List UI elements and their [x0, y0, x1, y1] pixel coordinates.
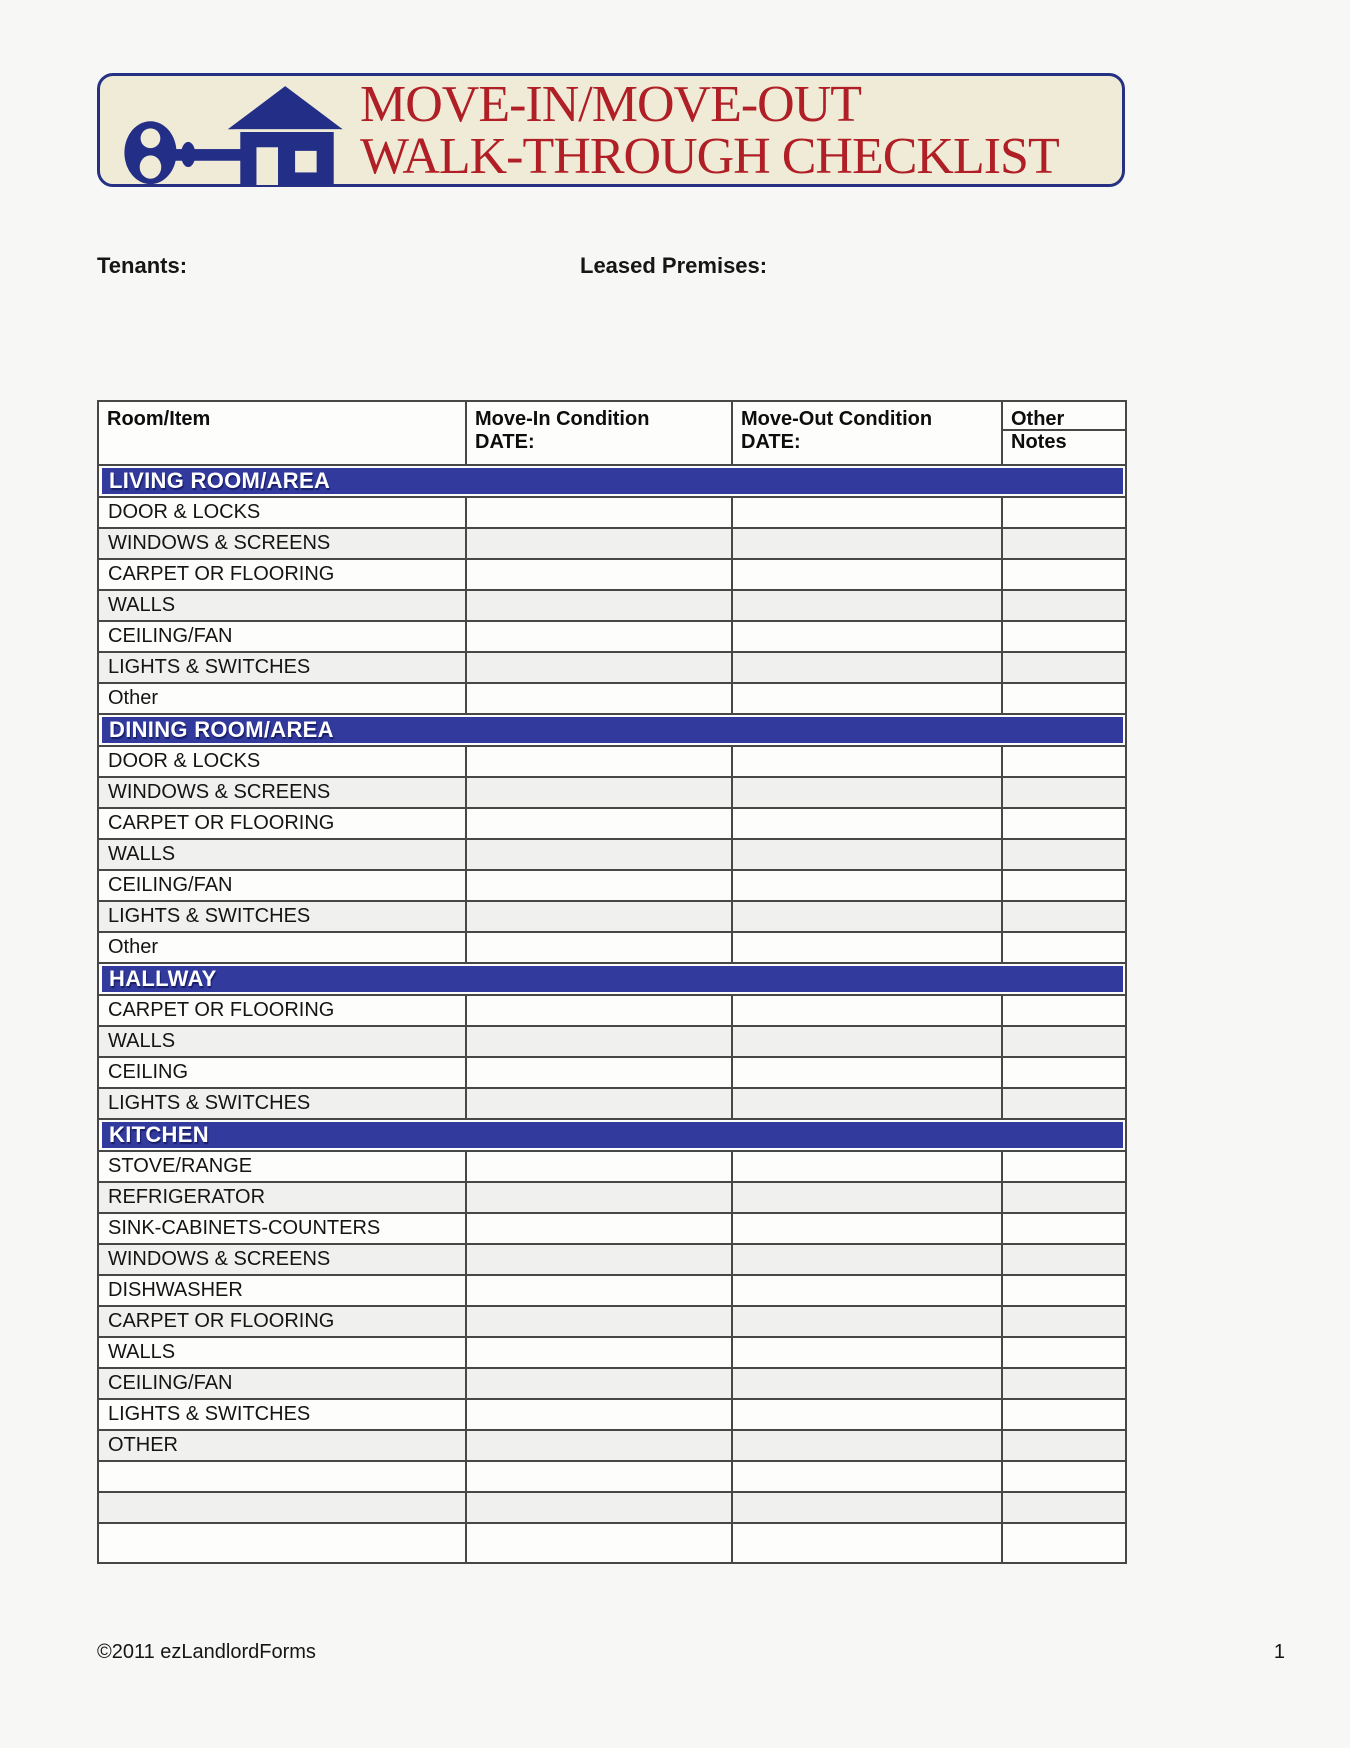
other-notes-cell — [1002, 1399, 1126, 1430]
table-row — [98, 1368, 1126, 1399]
row-item-label: CEILING/FAN — [98, 621, 466, 652]
form-header-banner — [97, 73, 1125, 187]
row-item-label: WALLS — [98, 839, 466, 870]
section-title: DINING ROOM/AREA — [102, 717, 1123, 743]
key-house-logo-icon — [116, 79, 352, 185]
move-in-condition-label: Move-In Condition — [475, 408, 650, 430]
move-out-condition-cell — [732, 497, 1002, 528]
move-out-condition-cell — [732, 932, 1002, 963]
table-row — [98, 1088, 1126, 1119]
table-row — [98, 1151, 1126, 1182]
other-notes-cell — [1002, 932, 1126, 963]
move-in-condition-cell — [466, 652, 732, 683]
row-item-label: LIGHTS & SWITCHES — [98, 1088, 466, 1119]
move-out-condition-cell — [732, 652, 1002, 683]
move-in-condition-cell — [466, 590, 732, 621]
row-item-label: CARPET OR FLOORING — [98, 1306, 466, 1337]
other-notes-cell — [1002, 1182, 1126, 1213]
move-out-condition-cell — [732, 1057, 1002, 1088]
page-number: 1 — [1273, 1641, 1285, 1663]
move-in-condition-cell — [466, 1182, 732, 1213]
other-notes-label: Other Notes — [1003, 402, 1125, 431]
section-title: KITCHEN — [102, 1122, 1123, 1148]
move-out-condition-cell — [732, 1026, 1002, 1057]
row-item-label: SINK-CABINETS-COUNTERS — [98, 1213, 466, 1244]
other-notes-cell — [1002, 901, 1126, 932]
row-item-label — [98, 1523, 466, 1563]
move-out-condition-cell — [732, 1523, 1002, 1563]
other-notes-cell — [1002, 1088, 1126, 1119]
table-row — [98, 1430, 1126, 1461]
move-out-condition-cell — [732, 590, 1002, 621]
other-notes-cell — [1002, 1244, 1126, 1275]
move-in-condition-cell — [466, 1430, 732, 1461]
move-in-condition-cell — [466, 870, 732, 901]
move-in-condition-cell — [466, 808, 732, 839]
row-item-label: WALLS — [98, 1026, 466, 1057]
section-title: LIVING ROOM/AREA — [102, 468, 1123, 494]
table-row — [98, 528, 1126, 559]
move-out-condition-cell — [732, 1088, 1002, 1119]
row-item-label: LIGHTS & SWITCHES — [98, 901, 466, 932]
other-notes-cell — [1002, 1213, 1126, 1244]
table-row — [98, 590, 1126, 621]
row-item-label: WINDOWS & SCREENS — [98, 1244, 466, 1275]
row-item-label: OTHER — [98, 1430, 466, 1461]
table-header-row — [98, 401, 1126, 465]
other-notes-cell — [1002, 839, 1126, 870]
table-row — [98, 559, 1126, 590]
move-out-condition-cell — [732, 1213, 1002, 1244]
other-notes-cell — [1002, 870, 1126, 901]
other-notes-cell — [1002, 497, 1126, 528]
row-item-label: REFRIGERATOR — [98, 1182, 466, 1213]
move-out-condition-cell — [732, 1461, 1002, 1492]
move-in-condition-cell — [466, 995, 732, 1026]
other-notes-cell — [1002, 995, 1126, 1026]
move-in-condition-cell — [466, 1151, 732, 1182]
move-in-condition-cell — [466, 1492, 732, 1523]
other-notes-cell — [1002, 1523, 1126, 1563]
empty-row — [98, 1461, 1126, 1492]
table-row — [98, 1275, 1126, 1306]
column-header-room-item: Room/Item — [98, 401, 466, 465]
move-in-condition-cell — [466, 839, 732, 870]
table-row — [98, 1306, 1126, 1337]
form-title-line1: MOVE-IN/MOVE-OUT — [360, 76, 862, 133]
row-item-label: Other — [98, 683, 466, 714]
move-in-condition-cell — [466, 497, 732, 528]
move-out-condition-cell — [732, 1368, 1002, 1399]
table-row — [98, 1244, 1126, 1275]
section-header-row — [98, 1119, 1126, 1151]
move-out-condition-cell — [732, 1492, 1002, 1523]
form-title — [360, 76, 1059, 185]
row-item-label — [98, 1461, 466, 1492]
move-in-condition-cell — [466, 932, 732, 963]
other-notes-cell — [1002, 777, 1126, 808]
table-row — [98, 652, 1126, 683]
move-out-condition-cell — [732, 995, 1002, 1026]
move-in-condition-cell — [466, 621, 732, 652]
row-item-label: DOOR & LOCKS — [98, 497, 466, 528]
section-cell — [98, 963, 1126, 995]
table-row — [98, 777, 1126, 808]
table-row — [98, 1337, 1126, 1368]
section-title: HALLWAY — [102, 966, 1123, 992]
move-in-condition-cell — [466, 1337, 732, 1368]
other-notes-cell — [1002, 1430, 1126, 1461]
table-row — [98, 1182, 1126, 1213]
table-row — [98, 1057, 1126, 1088]
other-notes-cell — [1002, 652, 1126, 683]
move-in-condition-cell — [466, 1213, 732, 1244]
move-out-condition-cell — [732, 1182, 1002, 1213]
table-row — [98, 1213, 1126, 1244]
move-out-condition-cell — [732, 1306, 1002, 1337]
other-notes-cell — [1002, 746, 1126, 777]
move-out-condition-cell — [732, 901, 1002, 932]
move-in-condition-cell — [466, 1368, 732, 1399]
move-in-condition-cell — [466, 1306, 732, 1337]
table-row — [98, 621, 1126, 652]
other-notes-cell — [1002, 1337, 1126, 1368]
section-cell — [98, 1119, 1126, 1151]
move-out-condition-cell — [732, 746, 1002, 777]
section-header-row — [98, 465, 1126, 497]
row-item-label: DISHWASHER — [98, 1275, 466, 1306]
other-notes-cell — [1002, 559, 1126, 590]
leased-premises-label: Leased Premises: — [580, 253, 768, 278]
move-in-condition-cell — [466, 1523, 732, 1563]
copyright-text: ©2011 ezLandlordForms — [97, 1641, 316, 1663]
other-notes-cell — [1002, 621, 1126, 652]
empty-row — [98, 1523, 1126, 1563]
other-notes-cell — [1002, 683, 1126, 714]
other-notes-cell — [1002, 1368, 1126, 1399]
row-item-label: CEILING/FAN — [98, 1368, 466, 1399]
other-notes-cell — [1002, 1275, 1126, 1306]
table-row — [98, 1026, 1126, 1057]
move-in-condition-cell — [466, 901, 732, 932]
move-out-condition-cell — [732, 1244, 1002, 1275]
row-item-label: Other — [98, 932, 466, 963]
move-in-condition-cell — [466, 559, 732, 590]
other-notes-cell — [1002, 1461, 1126, 1492]
move-out-condition-cell — [732, 559, 1002, 590]
move-out-condition-cell — [732, 1151, 1002, 1182]
table-row — [98, 932, 1126, 963]
column-header-other-notes — [1002, 401, 1126, 465]
row-item-label: CARPET OR FLOORING — [98, 808, 466, 839]
section-cell — [98, 465, 1126, 497]
table-row — [98, 1399, 1126, 1430]
row-item-label: CEILING/FAN — [98, 870, 466, 901]
tenants-label: Tenants: — [97, 253, 188, 278]
table-row — [98, 901, 1126, 932]
move-in-condition-cell — [466, 777, 732, 808]
move-out-condition-cell — [732, 808, 1002, 839]
empty-row — [98, 1492, 1126, 1523]
move-in-condition-cell — [466, 1461, 732, 1492]
move-in-condition-cell — [466, 528, 732, 559]
checklist-table — [97, 400, 1127, 1564]
move-out-condition-label: Move-Out Condition — [741, 408, 933, 430]
move-in-condition-cell — [466, 1088, 732, 1119]
other-notes-cell — [1002, 1492, 1126, 1523]
table-row — [98, 839, 1126, 870]
move-in-condition-cell — [466, 683, 732, 714]
move-out-condition-cell — [732, 1430, 1002, 1461]
move-out-condition-cell — [732, 839, 1002, 870]
move-in-condition-cell — [466, 1399, 732, 1430]
move-out-condition-cell — [732, 870, 1002, 901]
move-in-condition-cell — [466, 746, 732, 777]
section-cell — [98, 714, 1126, 746]
row-item-label: WINDOWS & SCREENS — [98, 777, 466, 808]
table-row — [98, 497, 1126, 528]
table-row — [98, 683, 1126, 714]
row-item-label: WALLS — [98, 590, 466, 621]
row-item-label: CARPET OR FLOORING — [98, 995, 466, 1026]
table-row — [98, 746, 1126, 777]
row-item-label: DOOR & LOCKS — [98, 746, 466, 777]
row-item-label: WINDOWS & SCREENS — [98, 528, 466, 559]
row-item-label — [98, 1492, 466, 1523]
other-notes-cell — [1002, 1306, 1126, 1337]
move-out-condition-cell — [732, 777, 1002, 808]
table-row — [98, 995, 1126, 1026]
move-out-condition-cell — [732, 1399, 1002, 1430]
move-out-condition-cell — [732, 621, 1002, 652]
other-notes-cell — [1002, 1026, 1126, 1057]
move-out-date-label: DATE: — [741, 431, 801, 453]
other-notes-cell — [1002, 808, 1126, 839]
move-in-condition-cell — [466, 1244, 732, 1275]
move-out-condition-cell — [732, 1337, 1002, 1368]
move-out-condition-cell — [732, 683, 1002, 714]
table-row — [98, 870, 1126, 901]
section-header-row — [98, 714, 1126, 746]
table-row — [98, 808, 1126, 839]
other-notes-cell — [1002, 528, 1126, 559]
move-in-date-label: DATE: — [475, 431, 535, 453]
row-item-label: LIGHTS & SWITCHES — [98, 652, 466, 683]
row-item-label: WALLS — [98, 1337, 466, 1368]
party-fields-row — [97, 253, 1125, 279]
move-in-condition-cell — [466, 1057, 732, 1088]
page-footer — [97, 1641, 1285, 1667]
row-item-label: STOVE/RANGE — [98, 1151, 466, 1182]
row-item-label: CARPET OR FLOORING — [98, 559, 466, 590]
row-item-label: CEILING — [98, 1057, 466, 1088]
other-notes-cell — [1002, 1057, 1126, 1088]
form-title-line2: WALK-THROUGH CHECKLIST — [360, 128, 1059, 185]
move-out-condition-cell — [732, 1275, 1002, 1306]
move-in-condition-cell — [466, 1026, 732, 1057]
other-notes-cell — [1002, 590, 1126, 621]
column-header-move-out — [732, 401, 1002, 465]
row-item-label: LIGHTS & SWITCHES — [98, 1399, 466, 1430]
move-in-condition-cell — [466, 1275, 732, 1306]
move-out-condition-cell — [732, 528, 1002, 559]
section-header-row — [98, 963, 1126, 995]
column-header-move-in — [466, 401, 732, 465]
other-notes-cell — [1002, 1151, 1126, 1182]
